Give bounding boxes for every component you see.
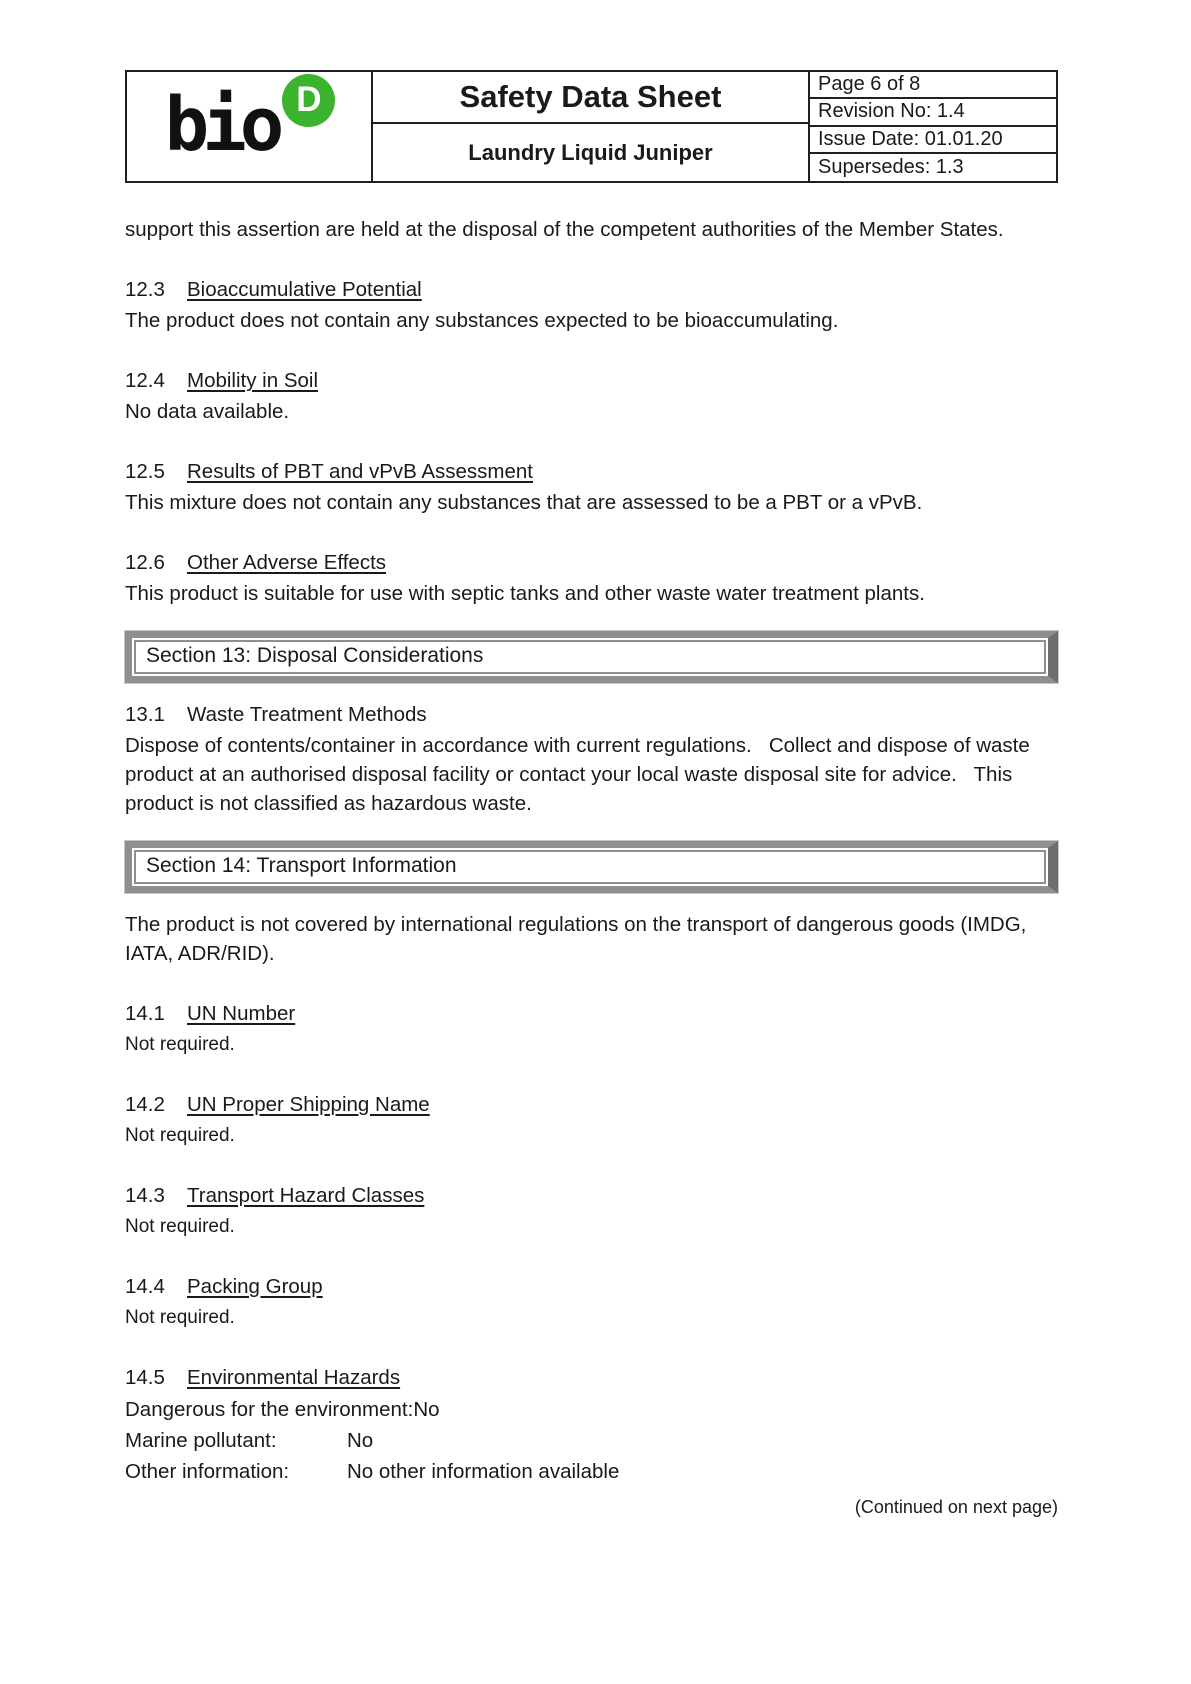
section-12-5-body: This mixture does not contain any substances that are assessed to be a PBT or a vPvB. <box>125 491 923 514</box>
document-title: Safety Data Sheet <box>373 72 808 124</box>
section-title: Packing Group <box>187 1275 323 1298</box>
section-14-4-heading <box>125 1272 1058 1301</box>
section-14-1 <box>125 999 1058 1059</box>
bio-d-logo <box>164 80 334 168</box>
hazard-label: Dangerous for the environment: <box>125 1398 414 1421</box>
logo-d-badge: D <box>282 74 335 127</box>
section-13-1-heading <box>125 700 1058 729</box>
section-12-6-body: This product is suitable for use with septic tanks and other waste water treatment plants. <box>125 582 925 605</box>
section-number: 13.1 <box>125 703 165 726</box>
section-12-6-heading <box>125 548 1058 577</box>
transport-intro-paragraph: The product is not covered by international regulations on the transport of dangerous goods (IMDG, IATA, ADR/RID). <box>125 913 1033 965</box>
section-14-3 <box>125 1181 1058 1241</box>
section-13-1 <box>125 700 1058 818</box>
section-12-4-body: No data available. <box>125 400 290 423</box>
hazard-label: Marine pollutant: <box>125 1429 277 1452</box>
section-13-banner-title: Section 13: Disposal Considerations <box>134 640 1046 674</box>
section-12-3-body: The product does not contain any substances expected to be bioaccumulating. <box>125 309 839 332</box>
section-14-1-body: Not required. <box>125 1034 235 1055</box>
section-13-banner <box>125 631 1058 683</box>
continued-on-next-page-note: (Continued on next page) <box>854 1497 1058 1517</box>
hazard-label: Other information: <box>125 1460 290 1483</box>
section-14-4-body: Not required. <box>125 1307 235 1328</box>
section-title: Other Adverse Effects <box>187 551 387 574</box>
title-cell <box>371 72 808 181</box>
hazard-value: No <box>347 1429 374 1452</box>
section-number: 12.5 <box>125 460 165 483</box>
section-14-2-body: Not required. <box>125 1125 235 1146</box>
logo-bio-text: bio <box>164 81 278 168</box>
meta-page-number: Page 6 of 8 <box>810 72 1056 99</box>
product-name: Laundry Liquid Juniper <box>468 139 713 165</box>
section-title: Results of PBT and vPvB Assessment <box>187 460 533 483</box>
meta-revision: Revision No: 1.4 <box>810 99 1056 126</box>
continued-paragraph: support this assertion are held at the disposal of the competent authorities of the Member States. <box>125 218 1004 241</box>
section-14-2 <box>125 1090 1058 1150</box>
meta-issue-date: Issue Date: 01.01.20 <box>810 127 1056 154</box>
section-number: 14.1 <box>125 1002 165 1025</box>
section-number: 14.5 <box>125 1366 165 1389</box>
section-number: 12.4 <box>125 369 165 392</box>
section-14-banner <box>125 841 1058 893</box>
section-14-3-heading <box>125 1181 1058 1210</box>
section-14-3-body: Not required. <box>125 1216 235 1237</box>
section-title: Bioaccumulative Potential <box>187 278 422 301</box>
section-number: 14.4 <box>125 1275 165 1298</box>
environmental-hazards-list <box>125 1394 1058 1487</box>
hazard-row-dangerous-for-environment <box>125 1394 1058 1425</box>
section-number: 12.6 <box>125 551 165 574</box>
section-14-1-heading <box>125 999 1058 1028</box>
section-title: Mobility in Soil <box>187 369 319 392</box>
hazard-row-marine-pollutant <box>125 1425 1058 1456</box>
section-number: 14.3 <box>125 1184 165 1207</box>
section-title: Waste Treatment Methods <box>187 703 427 726</box>
section-12-6 <box>125 548 1058 608</box>
section-title: UN Proper Shipping Name <box>187 1093 430 1116</box>
logo-cell <box>127 72 371 181</box>
document-header-table <box>125 70 1058 183</box>
section-title: UN Number <box>187 1002 296 1025</box>
section-number: 14.2 <box>125 1093 165 1116</box>
section-12-4-heading <box>125 366 1058 395</box>
section-12-5 <box>125 457 1058 517</box>
section-12-3 <box>125 275 1058 335</box>
section-12-5-heading <box>125 457 1058 486</box>
meta-supersedes: Supersedes: 1.3 <box>818 155 964 178</box>
hazard-row-other-information <box>125 1456 1058 1487</box>
hazard-value: No <box>413 1398 440 1421</box>
section-number: 12.3 <box>125 278 165 301</box>
section-12-4 <box>125 366 1058 426</box>
section-14-4 <box>125 1272 1058 1332</box>
document-meta-table <box>808 72 1056 181</box>
section-title: Transport Hazard Classes <box>187 1184 425 1207</box>
section-13-1-body: Dispose of contents/container in accordance with current regulations. Collect and dispose of waste product at an authorised disposal facility or contact your local waste disposal site for advice. This product is not classified as hazardous waste. <box>125 734 1036 815</box>
section-14-5-heading <box>125 1363 1058 1392</box>
section-title: Environmental Hazards <box>187 1366 401 1389</box>
section-12-3-heading <box>125 275 1058 304</box>
section-14-banner-title: Section 14: Transport Information <box>134 850 1046 884</box>
section-14-2-heading <box>125 1090 1058 1119</box>
section-14-5 <box>125 1363 1058 1487</box>
hazard-value: No other information available <box>347 1460 620 1483</box>
